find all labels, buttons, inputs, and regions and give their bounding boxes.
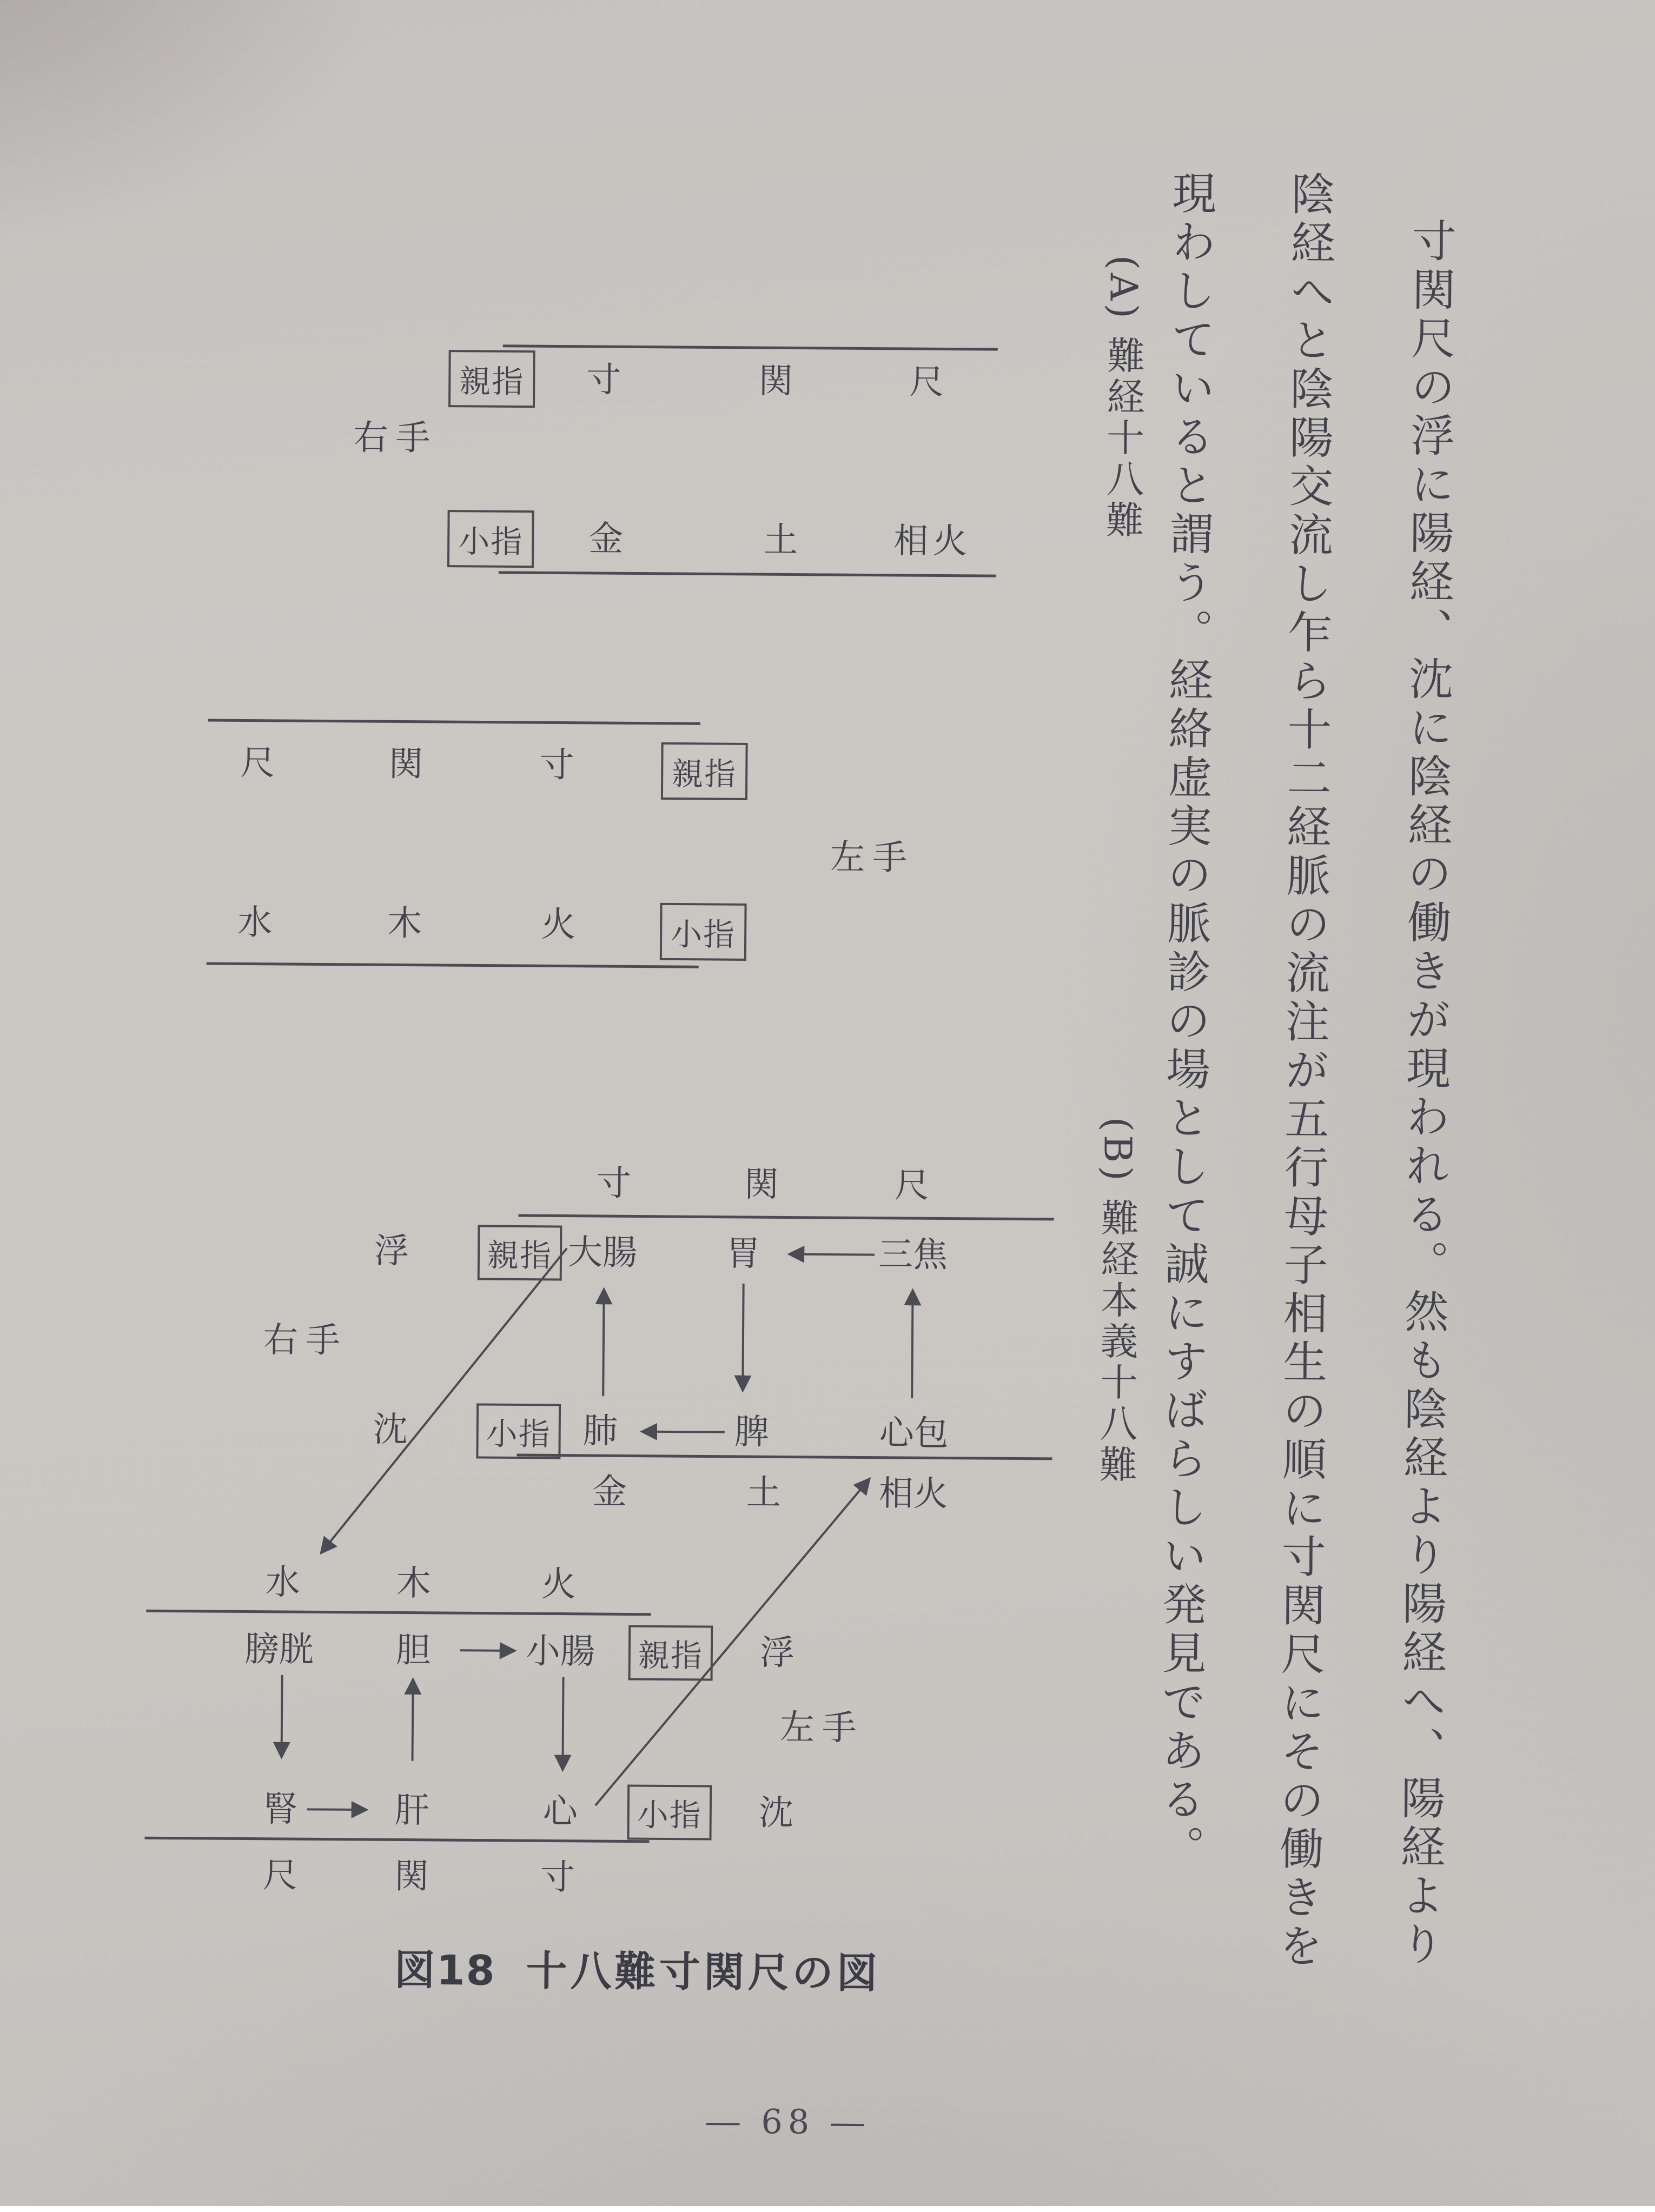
diagA-left-elem-fire: 火 [541, 905, 576, 945]
diagA-right-pos-cun: 寸 [586, 360, 621, 401]
diagA-right-hand-label: 右手 [353, 417, 438, 459]
diagB-right-bottom-rule [517, 1455, 1052, 1459]
diagB-right-hand-label: 右手 [263, 1320, 348, 1361]
diagB-right-thumb-box [478, 1225, 562, 1280]
diagB-right-elem-earth: 土 [746, 1472, 782, 1513]
arrow-gallbladder-to-smallintestine [460, 1650, 514, 1651]
diagB-left-pos-shaku: 尺 [262, 1855, 298, 1896]
figure-number: 図18 [394, 1945, 496, 1995]
diagB-left-elem-water: 水 [265, 1562, 301, 1603]
diagB-right-pos-shaku: 尺 [894, 1165, 930, 1206]
diagA-right-pos-kan: 関 [758, 361, 793, 402]
arrow-largeintestine-to-water-diagonal [321, 1247, 567, 1555]
diagA-right-pos-shaku: 尺 [909, 362, 944, 403]
diagB-left-thumb-label: 親指 [638, 1637, 704, 1675]
diagB-right-elem-metal: 金 [592, 1471, 627, 1512]
diagA-right-elem-earth: 土 [763, 520, 798, 561]
diagB-right-pos-kan: 関 [744, 1164, 779, 1205]
diagB-left-elem-wood: 木 [396, 1563, 432, 1604]
diagA-left-top-rule [208, 720, 700, 723]
diagA-left-thumb-label: 親指 [671, 755, 737, 793]
diagB-left-bottom-rule [144, 1838, 649, 1842]
section-label-a [1100, 255, 1146, 542]
diagB-left-organ-kidney: 腎 [263, 1789, 299, 1830]
diagA-left-hand-label: 左手 [830, 838, 915, 879]
diagB-right-floating-label: 浮 [374, 1231, 409, 1272]
diagB-right-elem-ministerfire: 相火 [878, 1473, 949, 1514]
diagA-left-little-label: 小指 [670, 915, 736, 953]
diagA-right-thumb-label: 親指 [459, 363, 525, 401]
diagB-right-top-rule [519, 1215, 1054, 1219]
diagB-left-organ-bladder: 膀胱 [244, 1629, 314, 1670]
diagA-right-elem-ministerfire: 相火 [893, 521, 972, 562]
diagA-left-pos-shaku: 尺 [240, 743, 275, 783]
diagA-right-little-label: 小指 [458, 523, 524, 561]
diagB-left-organ-heart: 心 [542, 1791, 578, 1832]
diagA-left-pos-cun: 寸 [539, 745, 574, 786]
diagB-left-organ-gallbladder: 胆 [395, 1630, 431, 1671]
diagA-left-pos-kan: 関 [388, 744, 423, 785]
section-a-title: 難経十八難 [1100, 335, 1146, 542]
diagA-right-elem-metal: 金 [588, 519, 624, 560]
diagB-left-elem-fire: 火 [541, 1564, 577, 1605]
section-label-b [1093, 1117, 1140, 1486]
arrow-kidney-to-liver [307, 1809, 366, 1810]
diagA-right-bottom-rule [499, 573, 996, 576]
arrow-sanjiao-to-stomach [790, 1254, 875, 1255]
diagB-right-organ-sanjiao: 三焦 [878, 1234, 948, 1276]
diagB-left-little-label: 小指 [637, 1796, 703, 1834]
diagA-left-bottom-rule [207, 964, 699, 967]
figure-title: 十八難寸関尺の図 [526, 1947, 881, 1997]
arrow-liver-to-gallbladder [412, 1680, 413, 1761]
diagB-right-pos-cun: 寸 [596, 1164, 632, 1204]
diagB-right-organ-stomach: 胃 [725, 1233, 761, 1274]
section-b-marker: (B) [1095, 1117, 1140, 1185]
diagB-right-organ-pericardium: 心包 [879, 1413, 949, 1454]
section-a-marker: (A) [1101, 255, 1146, 322]
diagB-right-little-label: 小指 [486, 1415, 551, 1453]
arrow-smallintestine-to-heart [562, 1677, 563, 1770]
diagB-left-pos-cun: 寸 [540, 1857, 575, 1898]
diagB-right-thumb-label: 親指 [487, 1237, 553, 1274]
section-b-title: 難経本義十八難 [1093, 1198, 1140, 1486]
diagB-left-little-box [627, 1784, 712, 1840]
page-number: ― 68 ― [706, 2101, 870, 2142]
diagB-left-top-rule [146, 1611, 651, 1615]
diagA-right-little-box [447, 510, 534, 568]
diagB-left-hand-label: 左手 [779, 1708, 865, 1749]
diagB-left-pos-kan: 関 [394, 1856, 429, 1897]
diagA-left-thumb-box [661, 742, 748, 800]
diagB-right-sunken-label: 沈 [373, 1410, 408, 1450]
diagB-left-organ-smallintestine: 小腸 [525, 1631, 595, 1672]
body-text-column-3: 現わしていると謂う。経絡虚実の脈診の場として誠にすばらしい発見である。 [1153, 170, 1217, 1874]
diagA-right-thumb-box [448, 350, 535, 408]
diagA-right-top-rule [503, 346, 998, 349]
diagB-left-sunken-label: 沈 [758, 1793, 794, 1834]
diagB-right-organ-spleen: 脾 [734, 1412, 770, 1453]
arrow-lung-to-largeintestine [603, 1290, 604, 1396]
diagA-left-elem-wood: 木 [387, 904, 422, 944]
diagA-left-little-box [660, 903, 747, 961]
diagB-left-floating-label: 浮 [759, 1633, 795, 1673]
diagB-right-organ-lung: 肺 [582, 1411, 618, 1452]
diagA-left-elem-water: 水 [237, 902, 273, 943]
body-text-column-1: 寸関尺の浮に陽経、沈に陰経の働きが現われる。然も陰経より陽経へ、陽経より [1392, 217, 1457, 1970]
diagB-right-organ-largeintestine: 大腸 [567, 1232, 638, 1273]
figure-caption [394, 1937, 881, 1999]
diagB-left-organ-liver: 肝 [394, 1790, 430, 1831]
body-text-column-2: 陰経へと陰陽交流し乍ら十二経脈の流注が五行母子相生の順に寸関尺にその働きを [1271, 170, 1336, 1972]
diagB-left-thumb-box [628, 1625, 713, 1680]
diagB-right-little-box [476, 1403, 561, 1459]
